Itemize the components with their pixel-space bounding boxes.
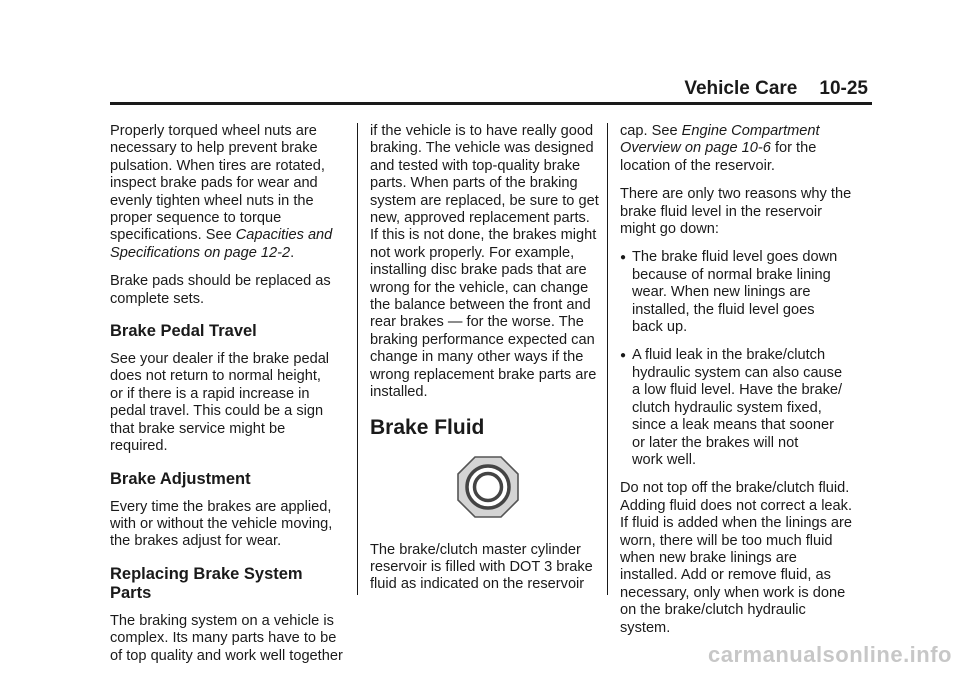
paragraph: Every time the brakes are applied, with or without the vehicle moving, the brakes adjust for wear.: [110, 498, 333, 550]
paragraph: The brake/clutch master cylinder reservoir is filled with DOT 3 brake fluid as indicated on the reservoir: [370, 541, 593, 593]
paragraph: Properly torqued wheel nuts are necessary to help prevent brake pulsation. When tires are rotated, inspect brake pads for wear and evenly tighten wheel nuts in the proper sequence to torque specifications. See Capacities and Specifications on page 12-2.: [110, 123, 333, 261]
column-divider: [357, 123, 358, 595]
list-item: ● The brake fluid level goes down because of normal brake lining wear. When new linings are installed, the fluid level goes back up.: [620, 249, 838, 336]
heading-brake-fluid: Brake Fluid: [370, 415, 485, 439]
page-header: [684, 78, 868, 100]
list-item: ● A fluid leak in the brake/clutch hydraulic system can also cause a low fluid level. Have the brake/ clutch hydraulic system fixed, since a leak means that sooner or later the brakes will not work well.: [620, 347, 843, 468]
brake-fluid-cap-icon: [370, 456, 605, 526]
section-title: Vehicle Care: [684, 78, 798, 99]
heading-brake-pedal-travel: Brake Pedal Travel: [110, 322, 257, 341]
heading-brake-adjustment: Brake Adjustment: [110, 469, 251, 488]
page-number: 10-25: [819, 78, 868, 99]
cross-reference-link[interactable]: Engine Compartment Overview on page 10-6: [620, 123, 820, 157]
header-rule: [110, 102, 872, 105]
column-divider: [607, 123, 608, 595]
paragraph: Brake pads should be replaced as complete sets.: [110, 273, 331, 307]
paragraph: The braking system on a vehicle is complex. Its many parts have to be of top quality and work well together: [110, 612, 343, 664]
column-2: [370, 123, 605, 605]
paragraph: See your dealer if the brake pedal does not return to normal height, or if there is a rapid increase in pedal travel. This could be a sign that brake service might be required.: [110, 351, 330, 455]
column-3: [620, 123, 872, 648]
cross-reference-link[interactable]: Capacities and Specifications on page 12-2: [110, 227, 333, 261]
paragraph: cap. See Engine Compartment Overview on page 10-6 for the location of the reservoir.: [620, 123, 820, 174]
paragraph: Do not top off the brake/clutch fluid. Adding fluid does not correct a leak. If fluid is added when the linings are worn, there will be too much fluid when new brake linings are installed. Add or remove fluid, as necessary, only when work is done on the brake/clutch hydraulic system.: [620, 480, 853, 636]
paragraph: There are only two reasons why the brake fluid level in the reservoir might go down:: [620, 186, 852, 238]
heading-replacing-brake-parts: Replacing Brake System Parts: [110, 564, 303, 602]
paragraph: if the vehicle is to have really good braking. The vehicle was designed and tested with top-quality brake parts. When parts of the braking system are replaced, be sure to get new, approved replacement parts. If this is not done, the brakes might not work properly. For example, installing disc brake pads that are wrong for the vehicle, can change the balance between the front and rear brakes — for the worse. The braking performance expected can change in many other ways if the wrong replacement brake parts are installed.: [370, 123, 599, 401]
bullet-icon: ●: [620, 252, 627, 264]
watermark: carmanualsonline.info: [708, 642, 952, 667]
bullet-icon: ●: [620, 350, 627, 362]
column-1: [110, 123, 345, 676]
